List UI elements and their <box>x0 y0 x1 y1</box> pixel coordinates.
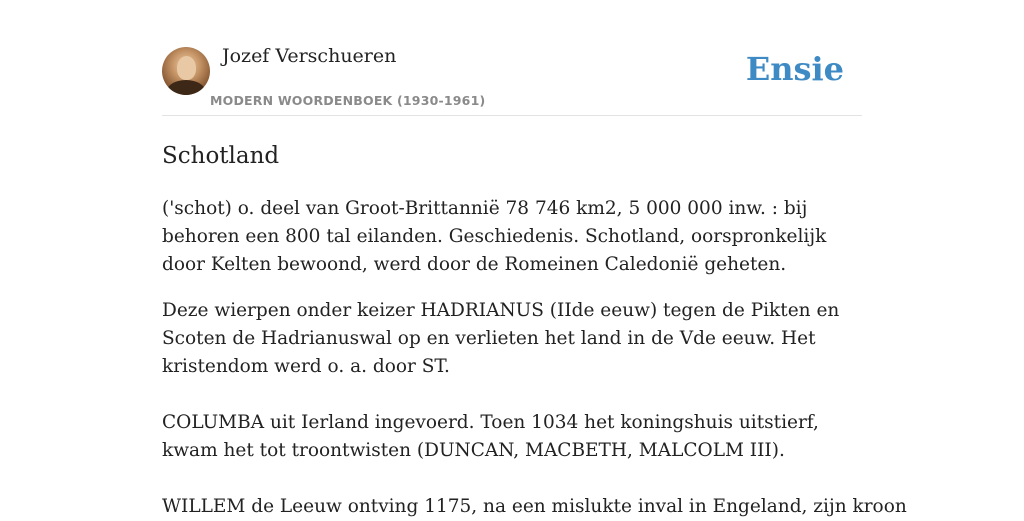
article-body <box>162 195 907 521</box>
source-label[interactable]: MODERN WOORDENBOEK (1930-1961) <box>210 93 486 108</box>
brand-logo[interactable]: Ensie <box>745 50 844 88</box>
author-name[interactable]: Jozef Verschueren <box>222 45 397 67</box>
paragraph: Deze wierpen onder keizer HADRIANUS (IIde eeuw) tegen de Pikten en Scoten de Hadrianuswal op en verlieten het land in de Vde eeuw. Het kristendom werd o. a. door ST. <box>162 300 840 377</box>
paragraph: ('schot) o. deel van Groot-Brittannië 78 746 km2, 5 000 000 inw. : bij behoren een 800 tal eilanden. Geschiedenis. Schotland, oorspronkelijk door Kelten bewoond, werd door de Romeinen Caledonië geheten. <box>162 198 827 275</box>
author-avatar[interactable] <box>162 47 210 95</box>
paragraph: COLUMBA uit Ierland ingevoerd. Toen 1034 het koningshuis uitstierf, kwam het tot troontwisten (DUNCAN, MACBETH, MALCOLM III). <box>162 412 819 461</box>
page-container <box>162 0 907 521</box>
avatar-coat <box>167 80 205 95</box>
paragraph: WILLEM de Leeuw ontving 1175, na een mislukte inval in Engeland, zijn kroon <box>162 496 907 517</box>
avatar-face <box>177 56 196 80</box>
article-title: Schotland <box>162 143 280 169</box>
page-header <box>162 0 862 116</box>
